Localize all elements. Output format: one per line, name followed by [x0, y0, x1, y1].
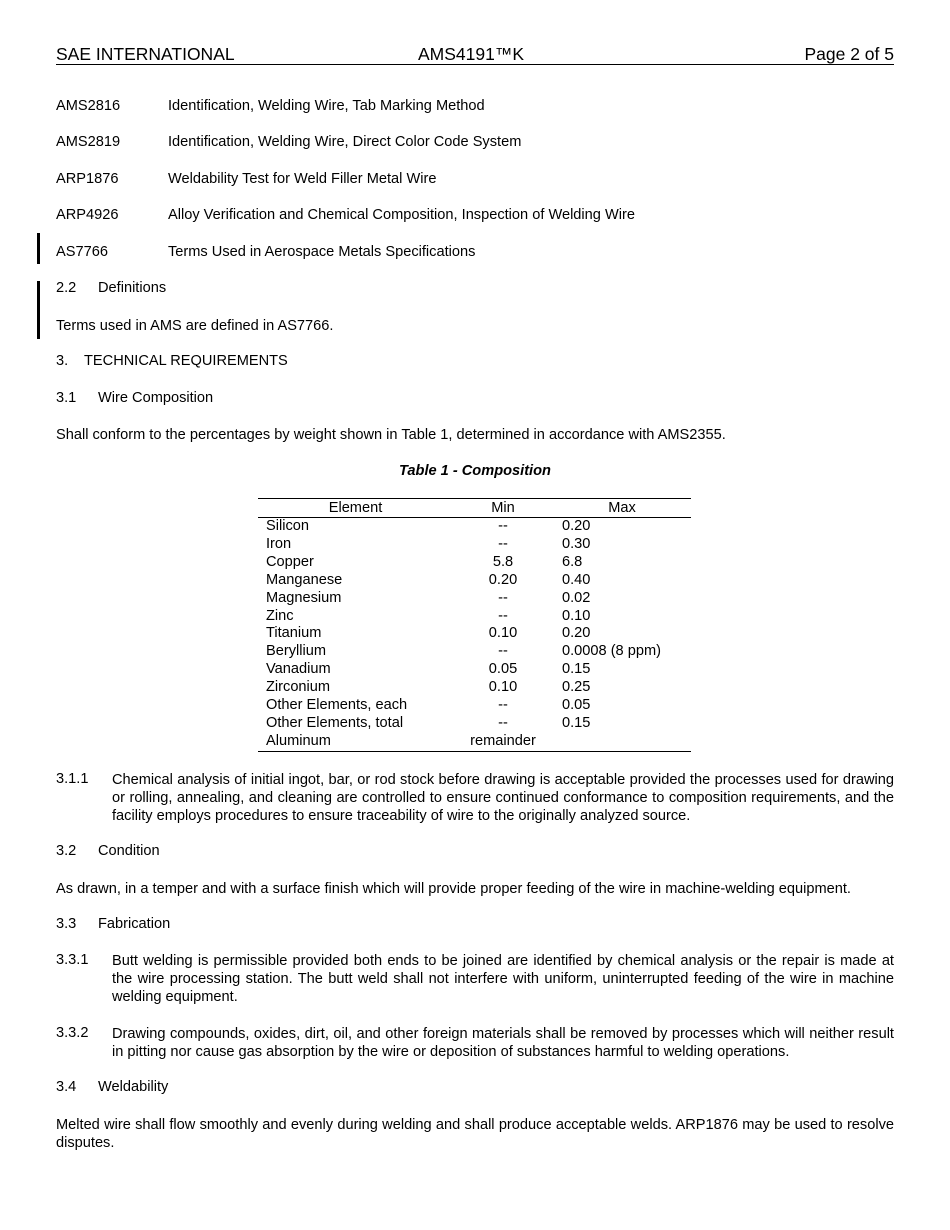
header-doc-id: AMS4191™K — [418, 44, 525, 64]
page-header — [56, 44, 894, 65]
cell-element: Manganese — [266, 571, 343, 588]
cell-element: Aluminum — [258, 733, 453, 751]
cell-min: -- — [498, 643, 508, 660]
section-title: Fabrication — [98, 916, 171, 932]
section-title: Condition — [98, 843, 160, 859]
reference-title: Weldability Test for Weld Filler Metal Wire — [168, 171, 437, 187]
composition-text: Shall conform to the percentages by weight shown in Table 1, determined in accordance with AMS2355. — [56, 427, 726, 443]
table-row — [258, 518, 691, 536]
reference-title: Identification, Welding Wire, Direct Color Code System — [168, 134, 522, 150]
reference-code: ARP4926 — [56, 207, 119, 223]
reference-code: AMS2819 — [56, 134, 121, 150]
cell-max: 0.02 — [562, 589, 591, 606]
cell-element: Vanadium — [266, 661, 331, 678]
cell-element: Iron — [266, 535, 292, 552]
paragraph-text: Drawing compounds, oxides, dirt, oil, and other foreign materials shall be removed by processes which will neither result in pitting nor cause gas absorption by the wire or deposition of substances harmful to welding operations. — [112, 1026, 894, 1060]
cell-max: 0.15 — [562, 661, 591, 678]
section-number: 3.4 — [56, 1079, 77, 1095]
column-header-max: Max — [553, 499, 691, 518]
section-number: 3.3 — [56, 916, 77, 932]
cell-element: Zirconium — [266, 679, 331, 696]
section-title: Wire Composition — [98, 390, 214, 406]
cell-min: -- — [498, 518, 508, 534]
cell-min: 0.20 — [488, 571, 518, 588]
reference-code: ARP1876 — [56, 171, 119, 187]
table-header-row — [258, 499, 691, 518]
table-row — [258, 572, 691, 590]
cell-min: remainder — [453, 733, 553, 751]
cell-min: -- — [498, 535, 508, 552]
column-header-element: Element — [258, 499, 453, 518]
cell-min: 5.8 — [492, 553, 514, 570]
composition-table — [258, 498, 691, 752]
section-number: 2.2 — [56, 280, 77, 296]
cell-min: -- — [498, 697, 508, 714]
header-page-number: Page 2 of 5 — [804, 44, 894, 64]
header-org: SAE INTERNATIONAL — [56, 44, 235, 64]
table-row — [258, 661, 691, 679]
table-row — [258, 643, 691, 661]
section-title: Weldability — [98, 1079, 169, 1095]
section-title: TECHNICAL REQUIREMENTS — [84, 353, 288, 369]
paragraph-text: Chemical analysis of initial ingot, bar, or rod stock before drawing is acceptable provided the processes used for drawing or rolling, annealing, and cleaning are controlled to ensure continued conformance to composition requirements, and the facility employs procedures to ensure traceability of wire to the originally analyzed source. — [112, 772, 894, 824]
cell-min: -- — [498, 607, 508, 624]
table-row — [258, 697, 691, 715]
cell-max — [553, 733, 691, 751]
cell-max: 0.0008 (8 ppm) — [562, 643, 661, 660]
table-row — [258, 608, 691, 626]
cell-element: Beryllium — [266, 643, 327, 660]
cell-element: Zinc — [266, 607, 294, 624]
reference-title: Identification, Welding Wire, Tab Marking Method — [168, 98, 485, 114]
section-number: 3.2 — [56, 843, 77, 859]
table-row — [258, 715, 691, 733]
paragraph-number: 3.3.2 — [56, 1025, 89, 1041]
paragraph-number: 3.1.1 — [56, 771, 89, 787]
weldability-text: Melted wire shall flow smoothly and evenly during welding and shall produce acceptable welds. ARP1876 may be used to resolve disputes. — [56, 1117, 894, 1151]
change-bar-references — [37, 233, 40, 264]
table-row — [258, 536, 691, 554]
cell-max: 0.05 — [562, 697, 591, 714]
cell-element: Magnesium — [266, 589, 342, 606]
table-row — [258, 679, 691, 697]
reference-code: AS7766 — [56, 244, 108, 260]
cell-min: 0.10 — [488, 679, 518, 696]
cell-element: Other Elements, each — [266, 697, 408, 714]
section-title: Definitions — [98, 280, 167, 296]
cell-min: 0.05 — [488, 661, 518, 678]
cell-max: 0.15 — [562, 714, 591, 731]
cell-element: Silicon — [266, 518, 309, 534]
cell-element: Copper — [266, 553, 314, 570]
cell-element: Titanium — [266, 625, 322, 642]
cell-max: 0.25 — [562, 679, 591, 696]
table-caption: Table 1 - Composition — [399, 463, 551, 479]
cell-max: 6.8 — [562, 553, 583, 570]
table-row — [258, 733, 691, 751]
cell-max: 0.20 — [562, 625, 591, 642]
section-number: 3.1 — [56, 390, 77, 406]
cell-max: 0.10 — [562, 607, 591, 624]
table-body — [258, 518, 691, 752]
cell-max: 0.40 — [562, 571, 591, 588]
reference-title: Alloy Verification and Chemical Composition, Inspection of Welding Wire — [168, 207, 635, 223]
table-row — [258, 590, 691, 608]
paragraph-text: Butt welding is permissible provided both ends to be joined are identified by chemical analysis or the repair is made at the wire processing station. The butt weld shall not interfere with uniform, uninterrupted feeding of the wire in machine welding equipment. — [112, 953, 894, 1005]
paragraph-number: 3.3.1 — [56, 952, 89, 968]
reference-title: Terms Used in Aerospace Metals Specifications — [168, 244, 476, 260]
reference-code: AMS2816 — [56, 98, 121, 114]
cell-max: 0.20 — [562, 518, 591, 534]
cell-min: -- — [498, 714, 508, 731]
cell-max: 0.30 — [562, 535, 591, 552]
column-header-min: Min — [453, 499, 553, 518]
cell-element: Other Elements, total — [266, 714, 404, 731]
definitions-text: Terms used in AMS are defined in AS7766. — [56, 318, 334, 334]
table-row — [258, 554, 691, 572]
cell-min: 0.10 — [488, 625, 518, 642]
change-bar-definitions — [37, 281, 40, 339]
cell-min: -- — [498, 589, 508, 606]
table-row — [258, 625, 691, 643]
condition-text: As drawn, in a temper and with a surface finish which will provide proper feeding of the wire in machine-welding equipment. — [56, 881, 851, 897]
section-number: 3. — [56, 353, 69, 369]
